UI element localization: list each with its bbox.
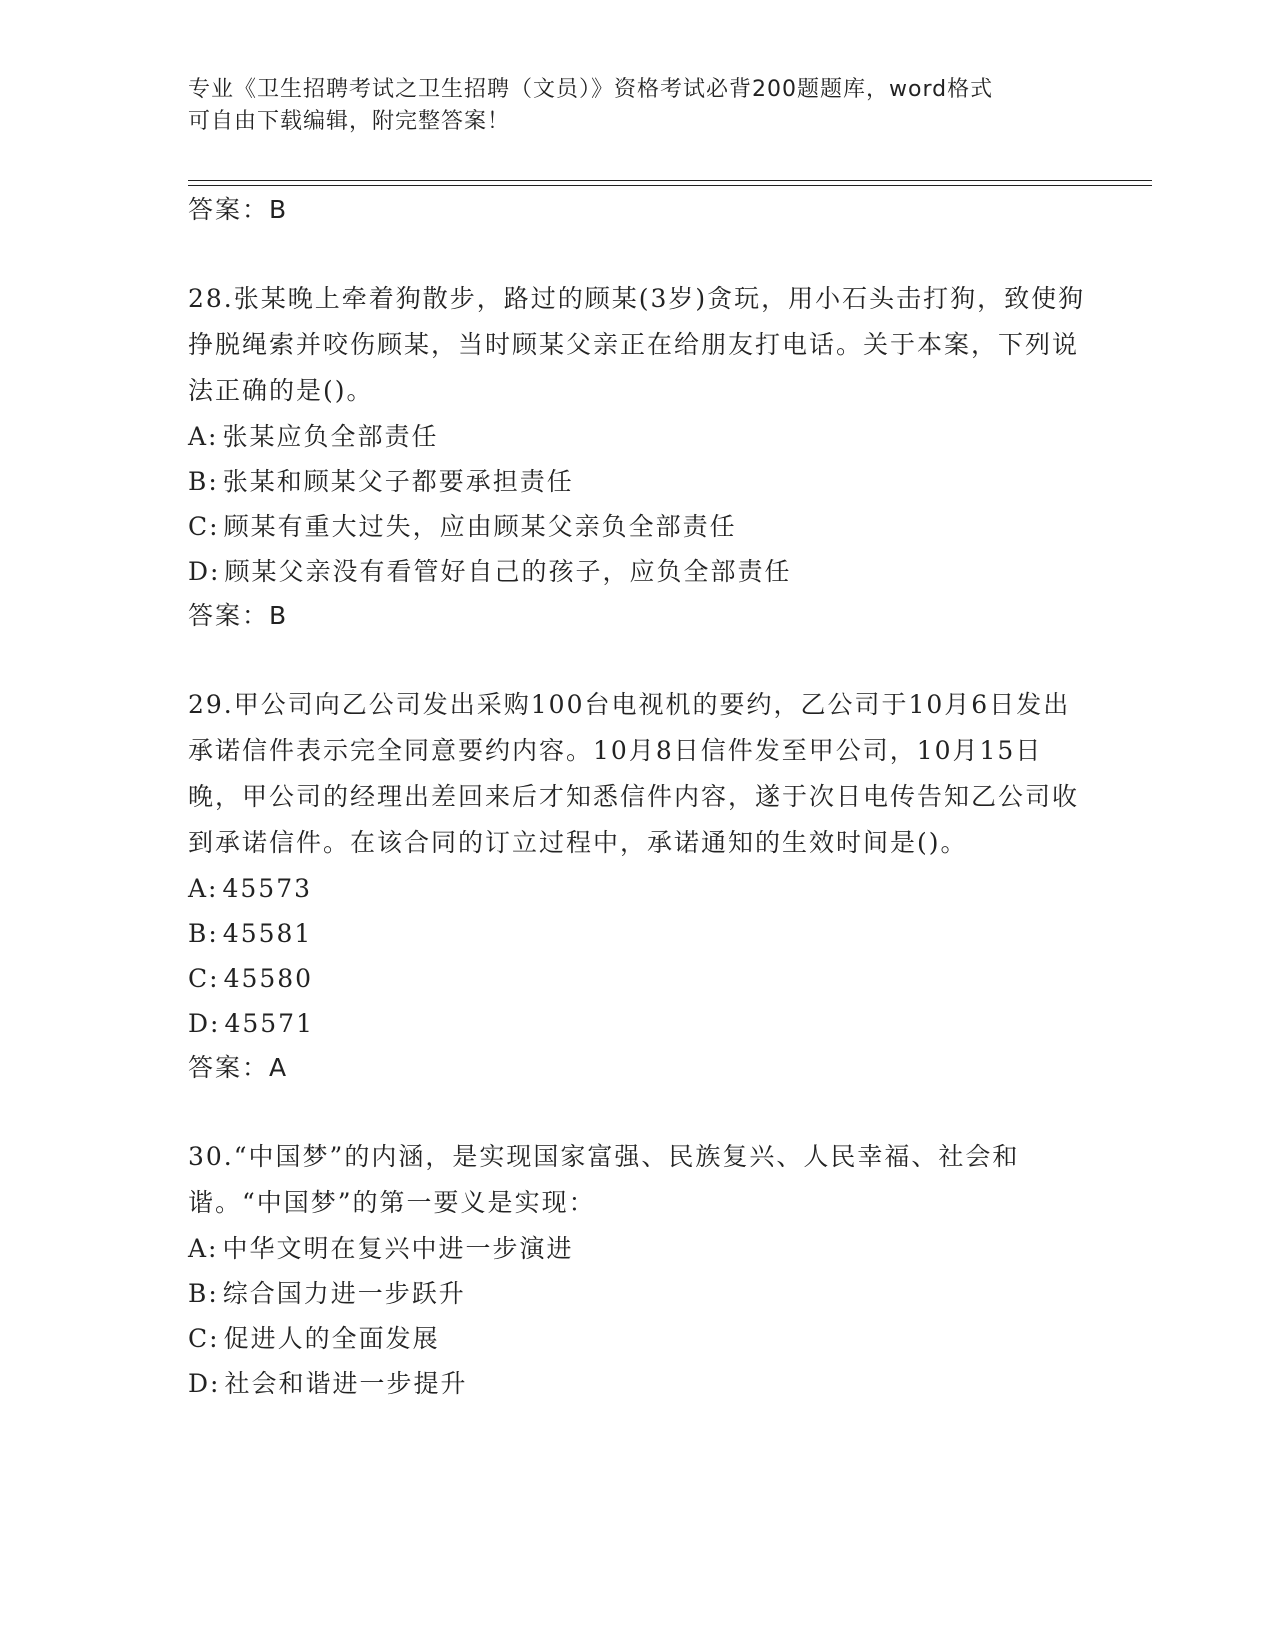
option-label: A: (188, 422, 219, 451)
option-label: D: (188, 557, 221, 586)
document-header (188, 74, 1068, 138)
option-text: 45581 (222, 919, 313, 948)
option-text: 顾某有重大过失，应由顾某父亲负全部责任 (223, 512, 737, 541)
option-label: A: (188, 1234, 219, 1263)
question-text: 30.“中国梦”的内涵，是实现国家富强、民族复兴、人民幸福、社会和谐。“中国梦”的第一要义是实现： (188, 1142, 1020, 1217)
option-b (188, 911, 1088, 956)
option-text: 张某和顾某父子都要承担责任 (222, 467, 574, 496)
question-text: 29.甲公司向乙公司发出采购100台电视机的要约，乙公司于10月6日发出承诺信件表示完全同意要约内容。10月8日信件发至甲公司，10月15日晚，甲公司的经理出差回来后才知悉信件内容，遂于次日电传告知乙公司收到承诺信件。在该合同的订立过程中，承诺通知的生效时间是()。 (188, 690, 1080, 857)
option-text: 张某应负全部责任 (222, 422, 439, 451)
option-b (188, 459, 1088, 504)
option-text: 综合国力进一步跃升 (222, 1279, 466, 1308)
option-d (188, 1361, 1088, 1406)
option-label: C: (188, 512, 220, 541)
question-text: 28.张某晚上牵着狗散步，路过的顾某(3岁)贪玩，用小石头击打狗，致使狗挣脱绳索并咬伤顾某，当时顾某父亲正在给朋友打电话。关于本案，下列说法正确的是()。 (188, 284, 1086, 405)
header-line-1: 专业《卫生招聘考试之卫生招聘（文员）》资格考试必背200题题库，word格式 (188, 77, 994, 102)
option-list (188, 414, 1088, 594)
header-divider-bottom (188, 185, 1152, 186)
option-list (188, 866, 1088, 1046)
answer-line: 答案：A (188, 1053, 289, 1082)
answer-line: 答案：B (188, 601, 289, 630)
option-c (188, 956, 1088, 1001)
option-label: B: (188, 467, 219, 496)
option-label: C: (188, 1324, 220, 1353)
option-text: 45580 (223, 964, 314, 993)
option-text: 促进人的全面发展 (223, 1324, 440, 1353)
option-text: 45571 (224, 1009, 314, 1038)
option-a (188, 866, 1088, 911)
option-b (188, 1271, 1088, 1316)
header-line-2: 可自由下载编辑，附完整答案！ (188, 109, 511, 134)
option-text: 中华文明在复兴中进一步演进 (222, 1234, 574, 1263)
option-text: 社会和谐进一步提升 (224, 1369, 468, 1398)
option-label: A: (188, 874, 219, 903)
header-divider-top (188, 180, 1152, 181)
option-c (188, 504, 1088, 549)
option-text: 45573 (222, 874, 313, 903)
option-d (188, 1001, 1088, 1046)
option-d (188, 549, 1088, 594)
option-label: D: (188, 1369, 221, 1398)
previous-answer: 答案：B (188, 195, 289, 224)
option-label: D: (188, 1009, 221, 1038)
option-label: B: (188, 1279, 219, 1308)
option-list (188, 1226, 1088, 1406)
option-label: B: (188, 919, 219, 948)
option-label: C: (188, 964, 220, 993)
question-list (188, 188, 1088, 1406)
option-a (188, 414, 1088, 459)
option-a (188, 1226, 1088, 1271)
option-c (188, 1316, 1088, 1361)
option-text: 顾某父亲没有看管好自己的孩子，应负全部责任 (224, 557, 792, 586)
